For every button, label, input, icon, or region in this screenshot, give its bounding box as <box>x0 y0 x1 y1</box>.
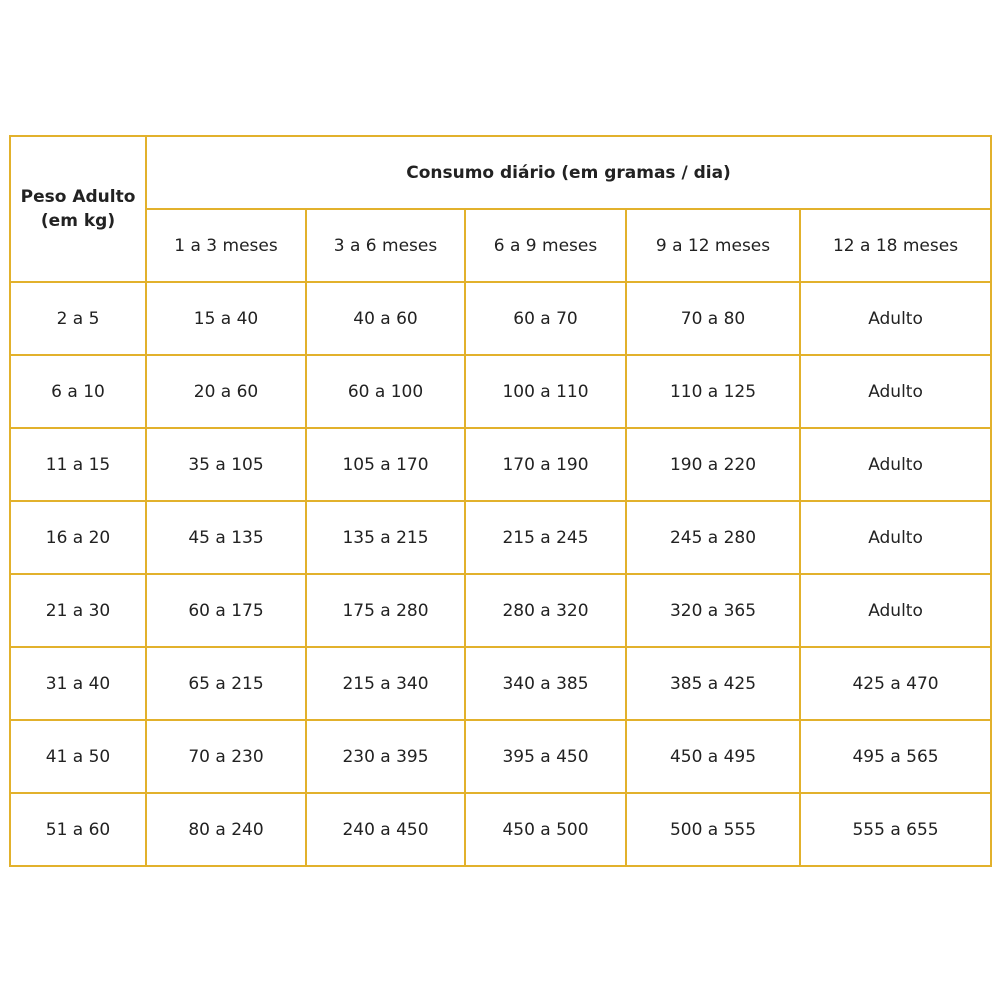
consumo-cell: 45 a 135 <box>146 501 306 574</box>
consumo-cell: 385 a 425 <box>626 647 800 720</box>
group-header: Consumo diário (em gramas / dia) <box>146 136 991 209</box>
consumo-cell: 60 a 175 <box>146 574 306 647</box>
peso-cell: 6 a 10 <box>10 355 146 428</box>
column-header: 9 a 12 meses <box>626 209 800 282</box>
consumo-cell: 425 a 470 <box>800 647 991 720</box>
consumo-cell: 190 a 220 <box>626 428 800 501</box>
consumo-cell: 555 a 655 <box>800 793 991 866</box>
consumo-cell: 215 a 340 <box>306 647 465 720</box>
column-header-row <box>10 209 991 282</box>
row-header-line1: Peso Adulto <box>20 187 136 207</box>
consumo-cell: 110 a 125 <box>626 355 800 428</box>
consumo-cell: 395 a 450 <box>465 720 626 793</box>
peso-cell: 21 a 30 <box>10 574 146 647</box>
consumo-cell: 35 a 105 <box>146 428 306 501</box>
consumo-cell: 500 a 555 <box>626 793 800 866</box>
row-header-peso <box>10 136 146 282</box>
table-row <box>10 428 991 501</box>
consumo-cell: Adulto <box>800 501 991 574</box>
table-body <box>10 282 991 866</box>
consumo-cell: 70 a 230 <box>146 720 306 793</box>
consumo-cell: 170 a 190 <box>465 428 626 501</box>
consumo-cell: 70 a 80 <box>626 282 800 355</box>
consumo-cell: 340 a 385 <box>465 647 626 720</box>
table-row <box>10 501 991 574</box>
table-row <box>10 720 991 793</box>
consumo-cell: 100 a 110 <box>465 355 626 428</box>
consumo-cell: Adulto <box>800 428 991 501</box>
consumo-cell: 105 a 170 <box>306 428 465 501</box>
peso-cell: 16 a 20 <box>10 501 146 574</box>
consumo-cell: 20 a 60 <box>146 355 306 428</box>
column-header: 3 a 6 meses <box>306 209 465 282</box>
consumo-cell: 135 a 215 <box>306 501 465 574</box>
consumo-cell: 60 a 100 <box>306 355 465 428</box>
consumo-cell: 495 a 565 <box>800 720 991 793</box>
consumo-cell: Adulto <box>800 282 991 355</box>
table-row <box>10 793 991 866</box>
consumo-cell: 215 a 245 <box>465 501 626 574</box>
row-header-line2: (em kg) <box>40 211 116 231</box>
peso-cell: 51 a 60 <box>10 793 146 866</box>
column-header: 1 a 3 meses <box>146 209 306 282</box>
header-row-group <box>10 136 991 209</box>
consumo-cell: 240 a 450 <box>306 793 465 866</box>
consumo-cell: Adulto <box>800 574 991 647</box>
consumo-cell: 280 a 320 <box>465 574 626 647</box>
table-row <box>10 574 991 647</box>
consumo-cell: 175 a 280 <box>306 574 465 647</box>
table-row <box>10 282 991 355</box>
consumo-cell: 80 a 240 <box>146 793 306 866</box>
peso-cell: 11 a 15 <box>10 428 146 501</box>
peso-cell: 2 a 5 <box>10 282 146 355</box>
consumo-cell: 65 a 215 <box>146 647 306 720</box>
consumo-cell: 15 a 40 <box>146 282 306 355</box>
consumo-cell: 320 a 365 <box>626 574 800 647</box>
column-header: 12 a 18 meses <box>800 209 991 282</box>
feeding-table <box>9 135 992 867</box>
consumo-cell: Adulto <box>800 355 991 428</box>
consumo-cell: 245 a 280 <box>626 501 800 574</box>
consumo-cell: 230 a 395 <box>306 720 465 793</box>
consumo-cell: 450 a 500 <box>465 793 626 866</box>
peso-cell: 31 a 40 <box>10 647 146 720</box>
consumo-cell: 60 a 70 <box>465 282 626 355</box>
column-header: 6 a 9 meses <box>465 209 626 282</box>
consumo-cell: 40 a 60 <box>306 282 465 355</box>
table-row <box>10 355 991 428</box>
consumo-cell: 450 a 495 <box>626 720 800 793</box>
peso-cell: 41 a 50 <box>10 720 146 793</box>
table-row <box>10 647 991 720</box>
